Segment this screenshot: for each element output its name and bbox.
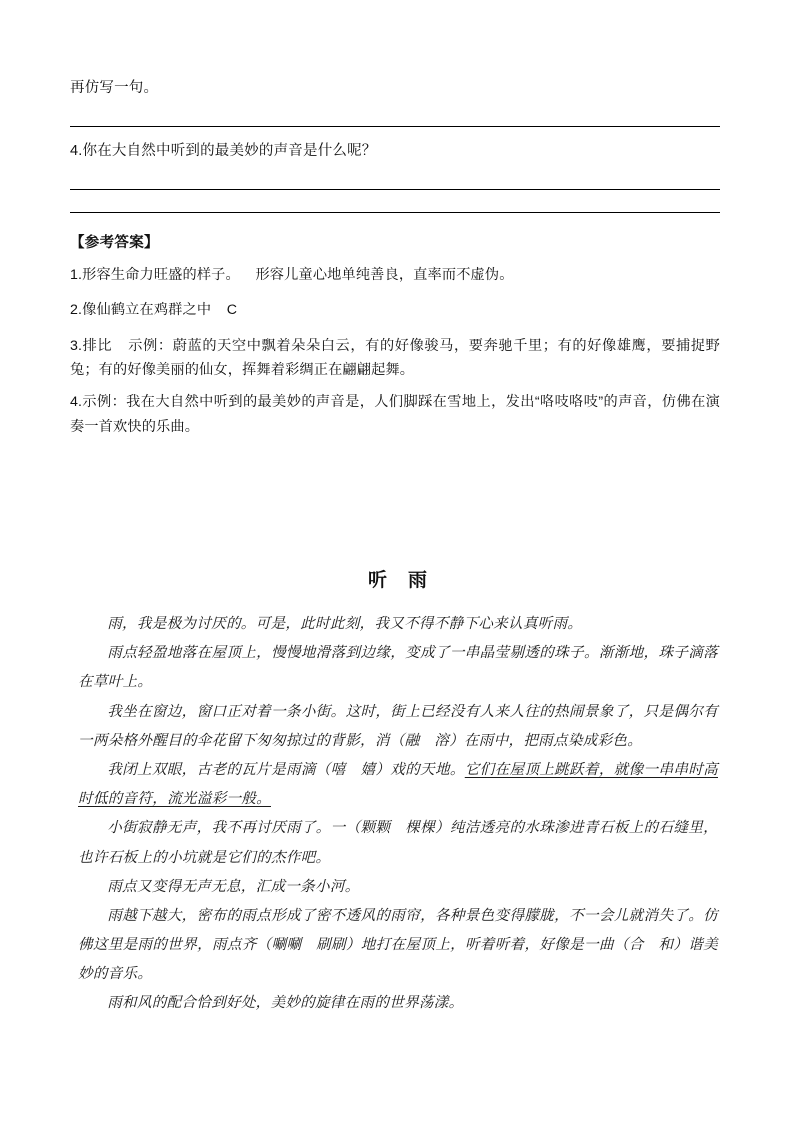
answer-3-number: 3. xyxy=(70,337,83,354)
answer-key-heading: 【参考答案】 xyxy=(70,234,159,251)
answer-item-4 xyxy=(70,390,720,439)
reading-passage-section xyxy=(78,565,718,1019)
passage-paragraph-6: 雨点又变得无声无息，汇成一条小河。 xyxy=(107,878,360,895)
answer-3-label: 排比 xyxy=(82,337,113,354)
passage-paragraph-5: 小街寂静无声，我不再讨厌雨了。一（颗颗 棵棵）纯洁透亮的水珠渗进青石板上的石缝里，也许石板上的小坑就是它们的杰作吧。 xyxy=(78,820,718,866)
passage-paragraph-4-plain: 我闭上双眼，古老的瓦片是雨滴（嘻 嬉）戏的天地。 xyxy=(107,761,465,778)
answer-2-number: 2. xyxy=(70,301,83,318)
answer-2-text-b: C xyxy=(226,301,238,318)
answer-2-text-a: 像仙鹤立在鸡群之中 xyxy=(82,301,212,318)
answer-4-example: 示例：我在大自然中听到的最美妙的声音是，人们脚踩在雪地上，发出“咯吱咯吱”的声音，仿佛在演奏一首欢快的乐曲。 xyxy=(70,394,720,435)
answer-item-1 xyxy=(70,264,720,287)
answer-4-number: 4. xyxy=(70,394,83,411)
passage-paragraph-8: 雨和风的配合恰到好处，美妙的旋律在雨的世界荡漾。 xyxy=(107,995,464,1012)
passage-paragraph-2: 雨点轻盈地落在屋顶上，慢慢地滑落到边缘，变成了一串晶莹剔透的珠子。渐渐地，珠子滴落在草叶上。 xyxy=(78,645,718,691)
passage-title: 听 雨 xyxy=(367,570,428,591)
answer-item-3 xyxy=(70,334,720,383)
passage-paragraph-3: 我坐在窗边，窗口正对着一条小街。这时，街上已经没有人来人往的热闹景象了，只是偶尔有一两朵格外醒目的伞花留下匆匆掠过的背影，消（融 溶）在雨中，把雨点染成彩色。 xyxy=(78,703,718,749)
passage-paragraph-7: 雨越下越大，密布的雨点形成了密不透风的雨帘，各种景色变得朦胧，不一会儿就消失了。仿佛这里是雨的世界，雨点齐（唰唰 刷刷）地打在屋顶上，听着听着，好像是一曲（合 和）谐美妙的音乐。 xyxy=(78,907,718,983)
passage-paragraph-1: 雨，我是极为讨厌的。可是，此时此刻，我又不得不静下心来认真听雨。 xyxy=(107,616,583,632)
exercise-section xyxy=(70,78,720,439)
answer-item-2 xyxy=(70,299,720,322)
answer-3-example: 示例：蔚蓝的天空中飘着朵朵白云，有的好像骏马，要奔驰千里；有的好像雄鹰，要捕捉野兔；有的好像美丽的仙女，挥舞着彩绸正在翩翩起舞。 xyxy=(70,337,720,378)
answer-1-text-a: 形容生命力旺盛的样子。 xyxy=(82,266,240,283)
passage-paragraph-4-underlined: 它们在屋顶上跳跃着，就像一串串时高时低的音符，流光溢彩一般。 xyxy=(78,761,718,808)
answer-1-number: 1. xyxy=(70,266,83,283)
passage-paragraph-4 xyxy=(78,756,718,814)
answer-1-text-b: 形容儿童心地单纯善良，直率而不虚伪。 xyxy=(255,266,514,283)
question-4: 4.你在大自然中听到的最美妙的声音是什么呢？ xyxy=(70,142,377,159)
prompt-line: 再仿写一句。 xyxy=(70,80,159,96)
